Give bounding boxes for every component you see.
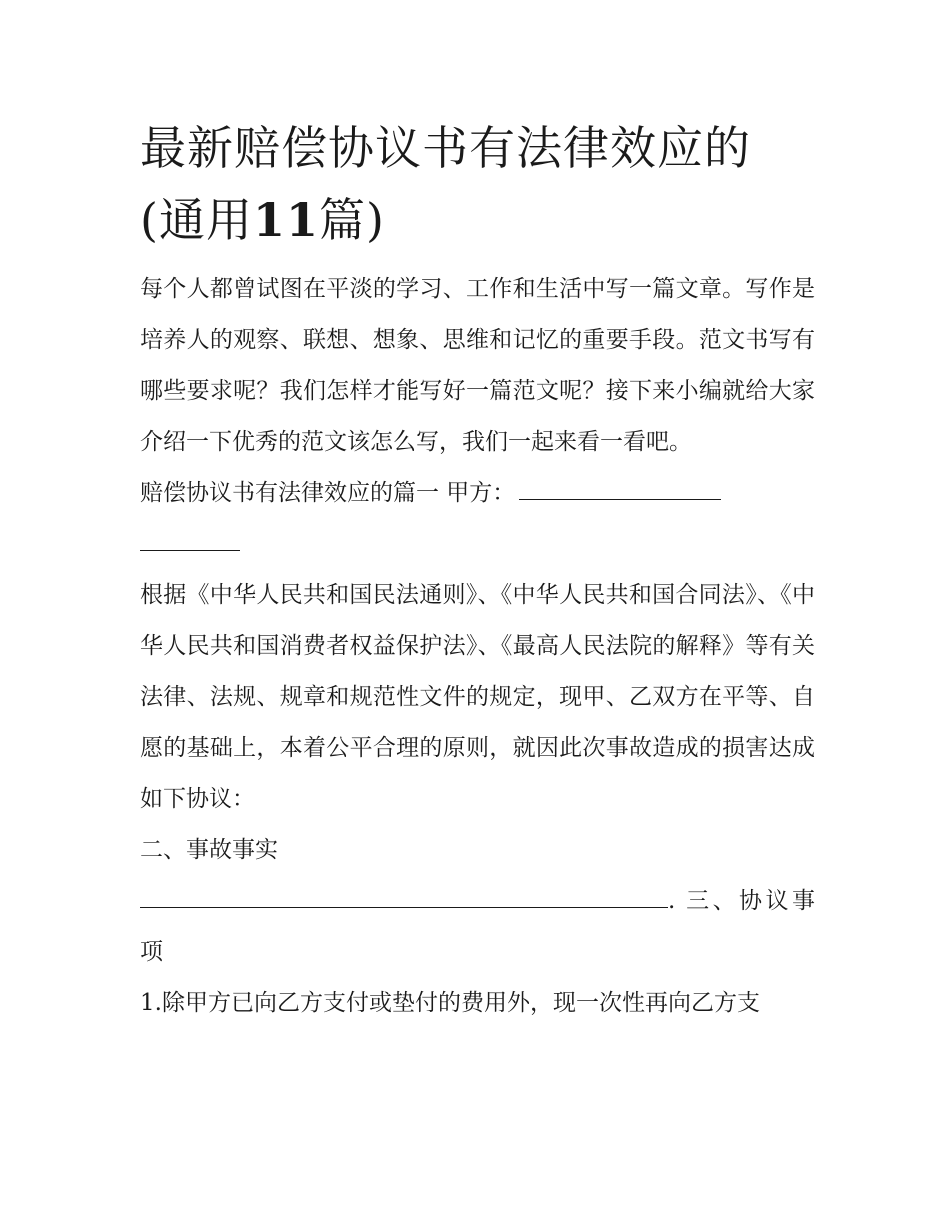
title-line-2-number: 11 xyxy=(252,193,319,247)
title-line-2-suffix: 篇) xyxy=(318,193,385,247)
section-3-paragraph xyxy=(140,876,815,978)
legal-basis-paragraph: 根据《中华人民共和国民法通则》、《中华人民共和国合同法》、《中华人民共和国消费者权益保护法》、《最高人民法院的解释》等有关法律、法规、规章和规范性文件的规定，现甲、乙双方在平等、自愿的基础上，本着公平合理的原则，就因此次事故造成的损害达成如下协议： xyxy=(140,582,815,812)
party-a-blank-continued xyxy=(140,520,240,551)
document-body xyxy=(140,112,815,1029)
section-1-heading: 赔偿协议书有法律效应的篇一 甲方： xyxy=(140,480,516,506)
section-1-paragraph xyxy=(140,468,815,570)
section-3-heading: . 三、协议事项 xyxy=(140,888,815,965)
item-1-paragraph: 1.除甲方已向乙方支付或垫付的费用外，现一次性再向乙方支 xyxy=(140,990,760,1016)
title-line-2-prefix: (通用 xyxy=(140,193,253,247)
accident-facts-blank xyxy=(140,877,668,908)
document-title xyxy=(140,112,815,256)
intro-paragraph: 每个人都曾试图在平淡的学习、工作和生活中写一篇文章。写作是培养人的观察、联想、想象、思维和记忆的重要手段。范文书写有哪些要求呢？我们怎样才能写好一篇范文呢？接下来小编就给大家介绍一下优秀的范文该怎么写，我们一起来看一看吧。 xyxy=(140,276,815,455)
title-line-1: 最新赔偿协议书有法律效应的 xyxy=(140,121,751,175)
section-2-heading: 二、事故事实 xyxy=(140,837,278,863)
party-a-blank xyxy=(519,469,721,500)
